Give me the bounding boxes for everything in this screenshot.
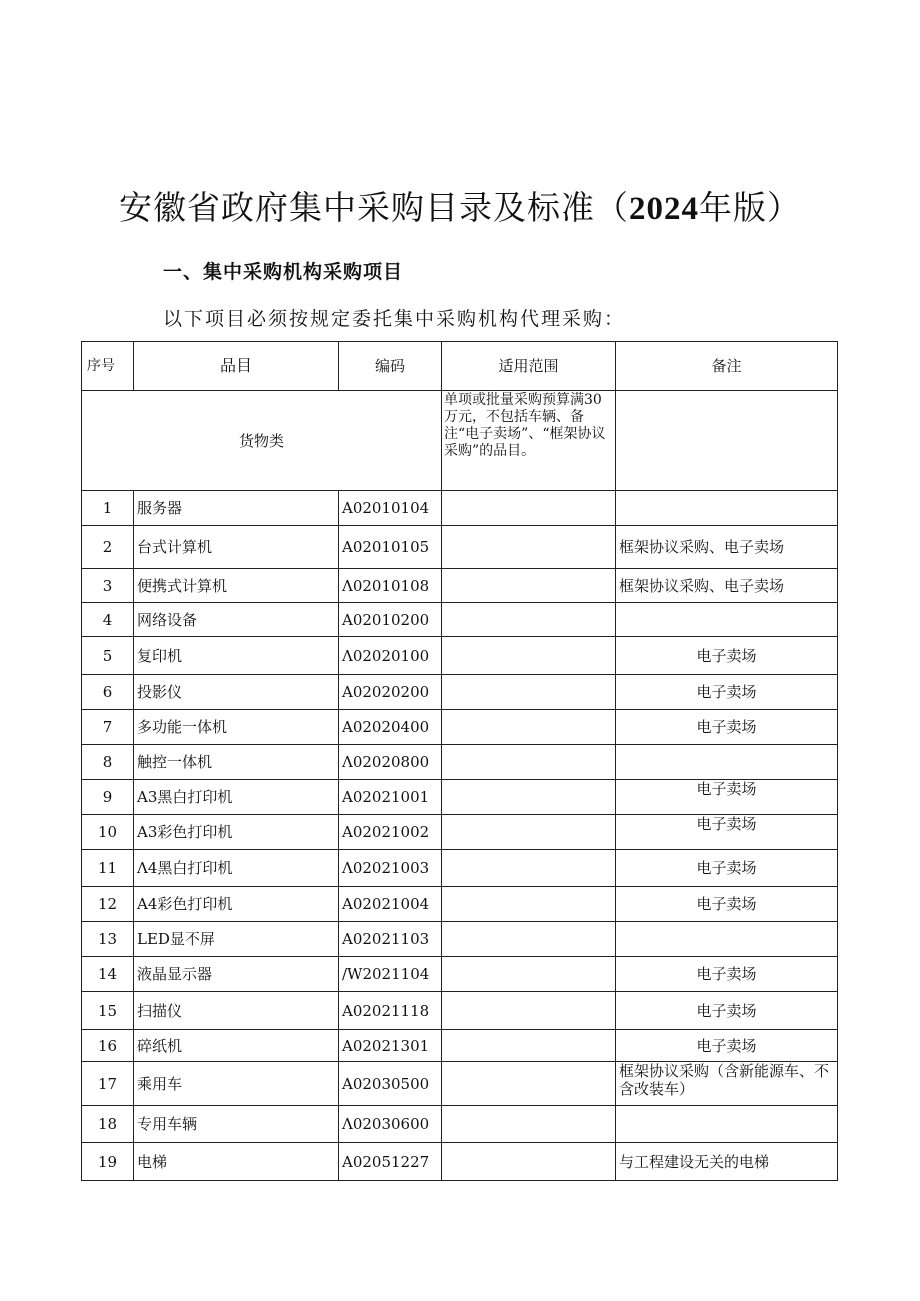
row-note — [616, 491, 838, 526]
row-number: 3 — [82, 569, 134, 603]
row-item: 复印机 — [134, 637, 339, 675]
row-code: /W2021104 — [339, 957, 442, 992]
row-note: 电子卖场 — [616, 710, 838, 745]
table-row — [82, 922, 838, 957]
row-note: 电子卖场 — [616, 887, 838, 922]
header-scope: 适用范围 — [442, 342, 616, 391]
row-scope — [442, 603, 616, 637]
row-code: A02010104 — [339, 491, 442, 526]
row-item: 乘用车 — [134, 1062, 339, 1106]
row-item: 液晶显示器 — [134, 957, 339, 992]
table-row — [82, 887, 838, 922]
table-row — [82, 815, 838, 850]
row-scope — [442, 491, 616, 526]
row-note: 电子卖场 — [616, 780, 838, 815]
row-number: 12 — [82, 887, 134, 922]
row-note: 电子卖场 — [616, 957, 838, 992]
row-scope — [442, 710, 616, 745]
row-note: 框架协议采购、电子卖场 — [616, 569, 838, 603]
row-code: A02021103 — [339, 922, 442, 957]
row-scope — [442, 850, 616, 887]
header-code: 编码 — [339, 342, 442, 391]
table-row — [82, 992, 838, 1030]
row-scope — [442, 675, 616, 710]
row-item: 台式计算机 — [134, 526, 339, 569]
row-code: Λ02020100 — [339, 637, 442, 675]
row-scope — [442, 526, 616, 569]
row-scope — [442, 569, 616, 603]
row-number: 4 — [82, 603, 134, 637]
row-note: 电子卖场 — [616, 637, 838, 675]
row-note: 电子卖场 — [616, 850, 838, 887]
row-code: A02010105 — [339, 526, 442, 569]
row-scope — [442, 637, 616, 675]
table-row — [82, 675, 838, 710]
row-item: 服务器 — [134, 491, 339, 526]
row-code: A02020200 — [339, 675, 442, 710]
title-prefix: 安徽省政府集中采购目录及标准（ — [119, 188, 629, 227]
row-number: 14 — [82, 957, 134, 992]
table-row — [82, 526, 838, 569]
row-scope — [442, 815, 616, 850]
row-note: 电子卖场 — [616, 1030, 838, 1062]
row-code: A02021118 — [339, 992, 442, 1030]
row-number: 10 — [82, 815, 134, 850]
row-item: Λ4黑白打印机 — [134, 850, 339, 887]
row-scope — [442, 957, 616, 992]
row-scope — [442, 1106, 616, 1143]
category-scope: 单项或批量采购预算满30万元，不包括车辆、备注“电子卖场”、“框架协议采购”的品目。 — [442, 391, 616, 491]
row-scope — [442, 1062, 616, 1106]
row-code: A02051227 — [339, 1143, 442, 1181]
category-label: 货物类 — [82, 391, 442, 491]
table-row — [82, 850, 838, 887]
header-item: 品目 — [134, 342, 339, 391]
row-scope — [442, 1030, 616, 1062]
category-row — [82, 391, 838, 491]
row-item: 网络设备 — [134, 603, 339, 637]
row-item: 多功能一体机 — [134, 710, 339, 745]
row-code: A02020400 — [339, 710, 442, 745]
category-note — [616, 391, 838, 491]
row-note — [616, 745, 838, 780]
row-item: 触控一体机 — [134, 745, 339, 780]
row-scope — [442, 992, 616, 1030]
title-year: 2024 — [629, 191, 699, 227]
row-note: 电子卖场 — [616, 992, 838, 1030]
row-number: 16 — [82, 1030, 134, 1062]
header-row — [82, 342, 838, 391]
header-no: 序号 — [82, 342, 134, 391]
row-item: A4彩色打印机 — [134, 887, 339, 922]
row-number: 2 — [82, 526, 134, 569]
row-code: A02021004 — [339, 887, 442, 922]
row-item: 碎纸机 — [134, 1030, 339, 1062]
row-note: 框架协议采购、电子卖场 — [616, 526, 838, 569]
row-code: A02010200 — [339, 603, 442, 637]
row-note: 电子卖场 — [616, 815, 838, 850]
row-number: 15 — [82, 992, 134, 1030]
row-scope — [442, 887, 616, 922]
row-item: 投影仪 — [134, 675, 339, 710]
table-row — [82, 1062, 838, 1106]
row-number: 11 — [82, 850, 134, 887]
row-note — [616, 1106, 838, 1143]
row-number: 17 — [82, 1062, 134, 1106]
table-row — [82, 710, 838, 745]
row-code: A02030500 — [339, 1062, 442, 1106]
row-scope — [442, 780, 616, 815]
row-note: 框架协议采购（含新能源车、不含改装车） — [616, 1062, 838, 1106]
row-item: LED显不屏 — [134, 922, 339, 957]
document-title — [0, 182, 920, 229]
row-number: 7 — [82, 710, 134, 745]
table-row — [82, 491, 838, 526]
row-number: 8 — [82, 745, 134, 780]
intro-text: 以下项目必须按规定委托集中采购机构代理采购： — [163, 308, 626, 330]
table-row — [82, 780, 838, 815]
procurement-table — [81, 341, 838, 1181]
table-row — [82, 1143, 838, 1181]
table-row — [82, 957, 838, 992]
row-number: 1 — [82, 491, 134, 526]
row-number: 19 — [82, 1143, 134, 1181]
row-code: Λ02010108 — [339, 569, 442, 603]
row-code: A02021001 — [339, 780, 442, 815]
row-item: 便携式计算机 — [134, 569, 339, 603]
header-note: 备注 — [616, 342, 838, 391]
row-number: 9 — [82, 780, 134, 815]
row-note — [616, 603, 838, 637]
table-row — [82, 1106, 838, 1143]
table-row — [82, 569, 838, 603]
row-code: A02021002 — [339, 815, 442, 850]
section-heading: 一、集中采购机构采购项目 — [163, 261, 404, 283]
row-note — [616, 922, 838, 957]
row-item: A3黑白打印机 — [134, 780, 339, 815]
row-scope — [442, 745, 616, 780]
row-scope — [442, 1143, 616, 1181]
row-item: A3彩色打印机 — [134, 815, 339, 850]
row-number: 18 — [82, 1106, 134, 1143]
row-item: 专用车辆 — [134, 1106, 339, 1143]
row-note: 电子卖场 — [616, 675, 838, 710]
title-suffix: 年版） — [699, 188, 801, 227]
table-row — [82, 745, 838, 780]
row-scope — [442, 922, 616, 957]
table-row — [82, 1030, 838, 1062]
row-code: A02021301 — [339, 1030, 442, 1062]
row-number: 5 — [82, 637, 134, 675]
row-item: 扫描仪 — [134, 992, 339, 1030]
row-number: 13 — [82, 922, 134, 957]
row-code: Λ02020800 — [339, 745, 442, 780]
table-row — [82, 603, 838, 637]
row-code: Λ02030600 — [339, 1106, 442, 1143]
row-code: Λ02021003 — [339, 850, 442, 887]
table-row — [82, 637, 838, 675]
row-note: 与工程建设无关的电梯 — [616, 1143, 838, 1181]
row-item: 电梯 — [134, 1143, 339, 1181]
row-number: 6 — [82, 675, 134, 710]
